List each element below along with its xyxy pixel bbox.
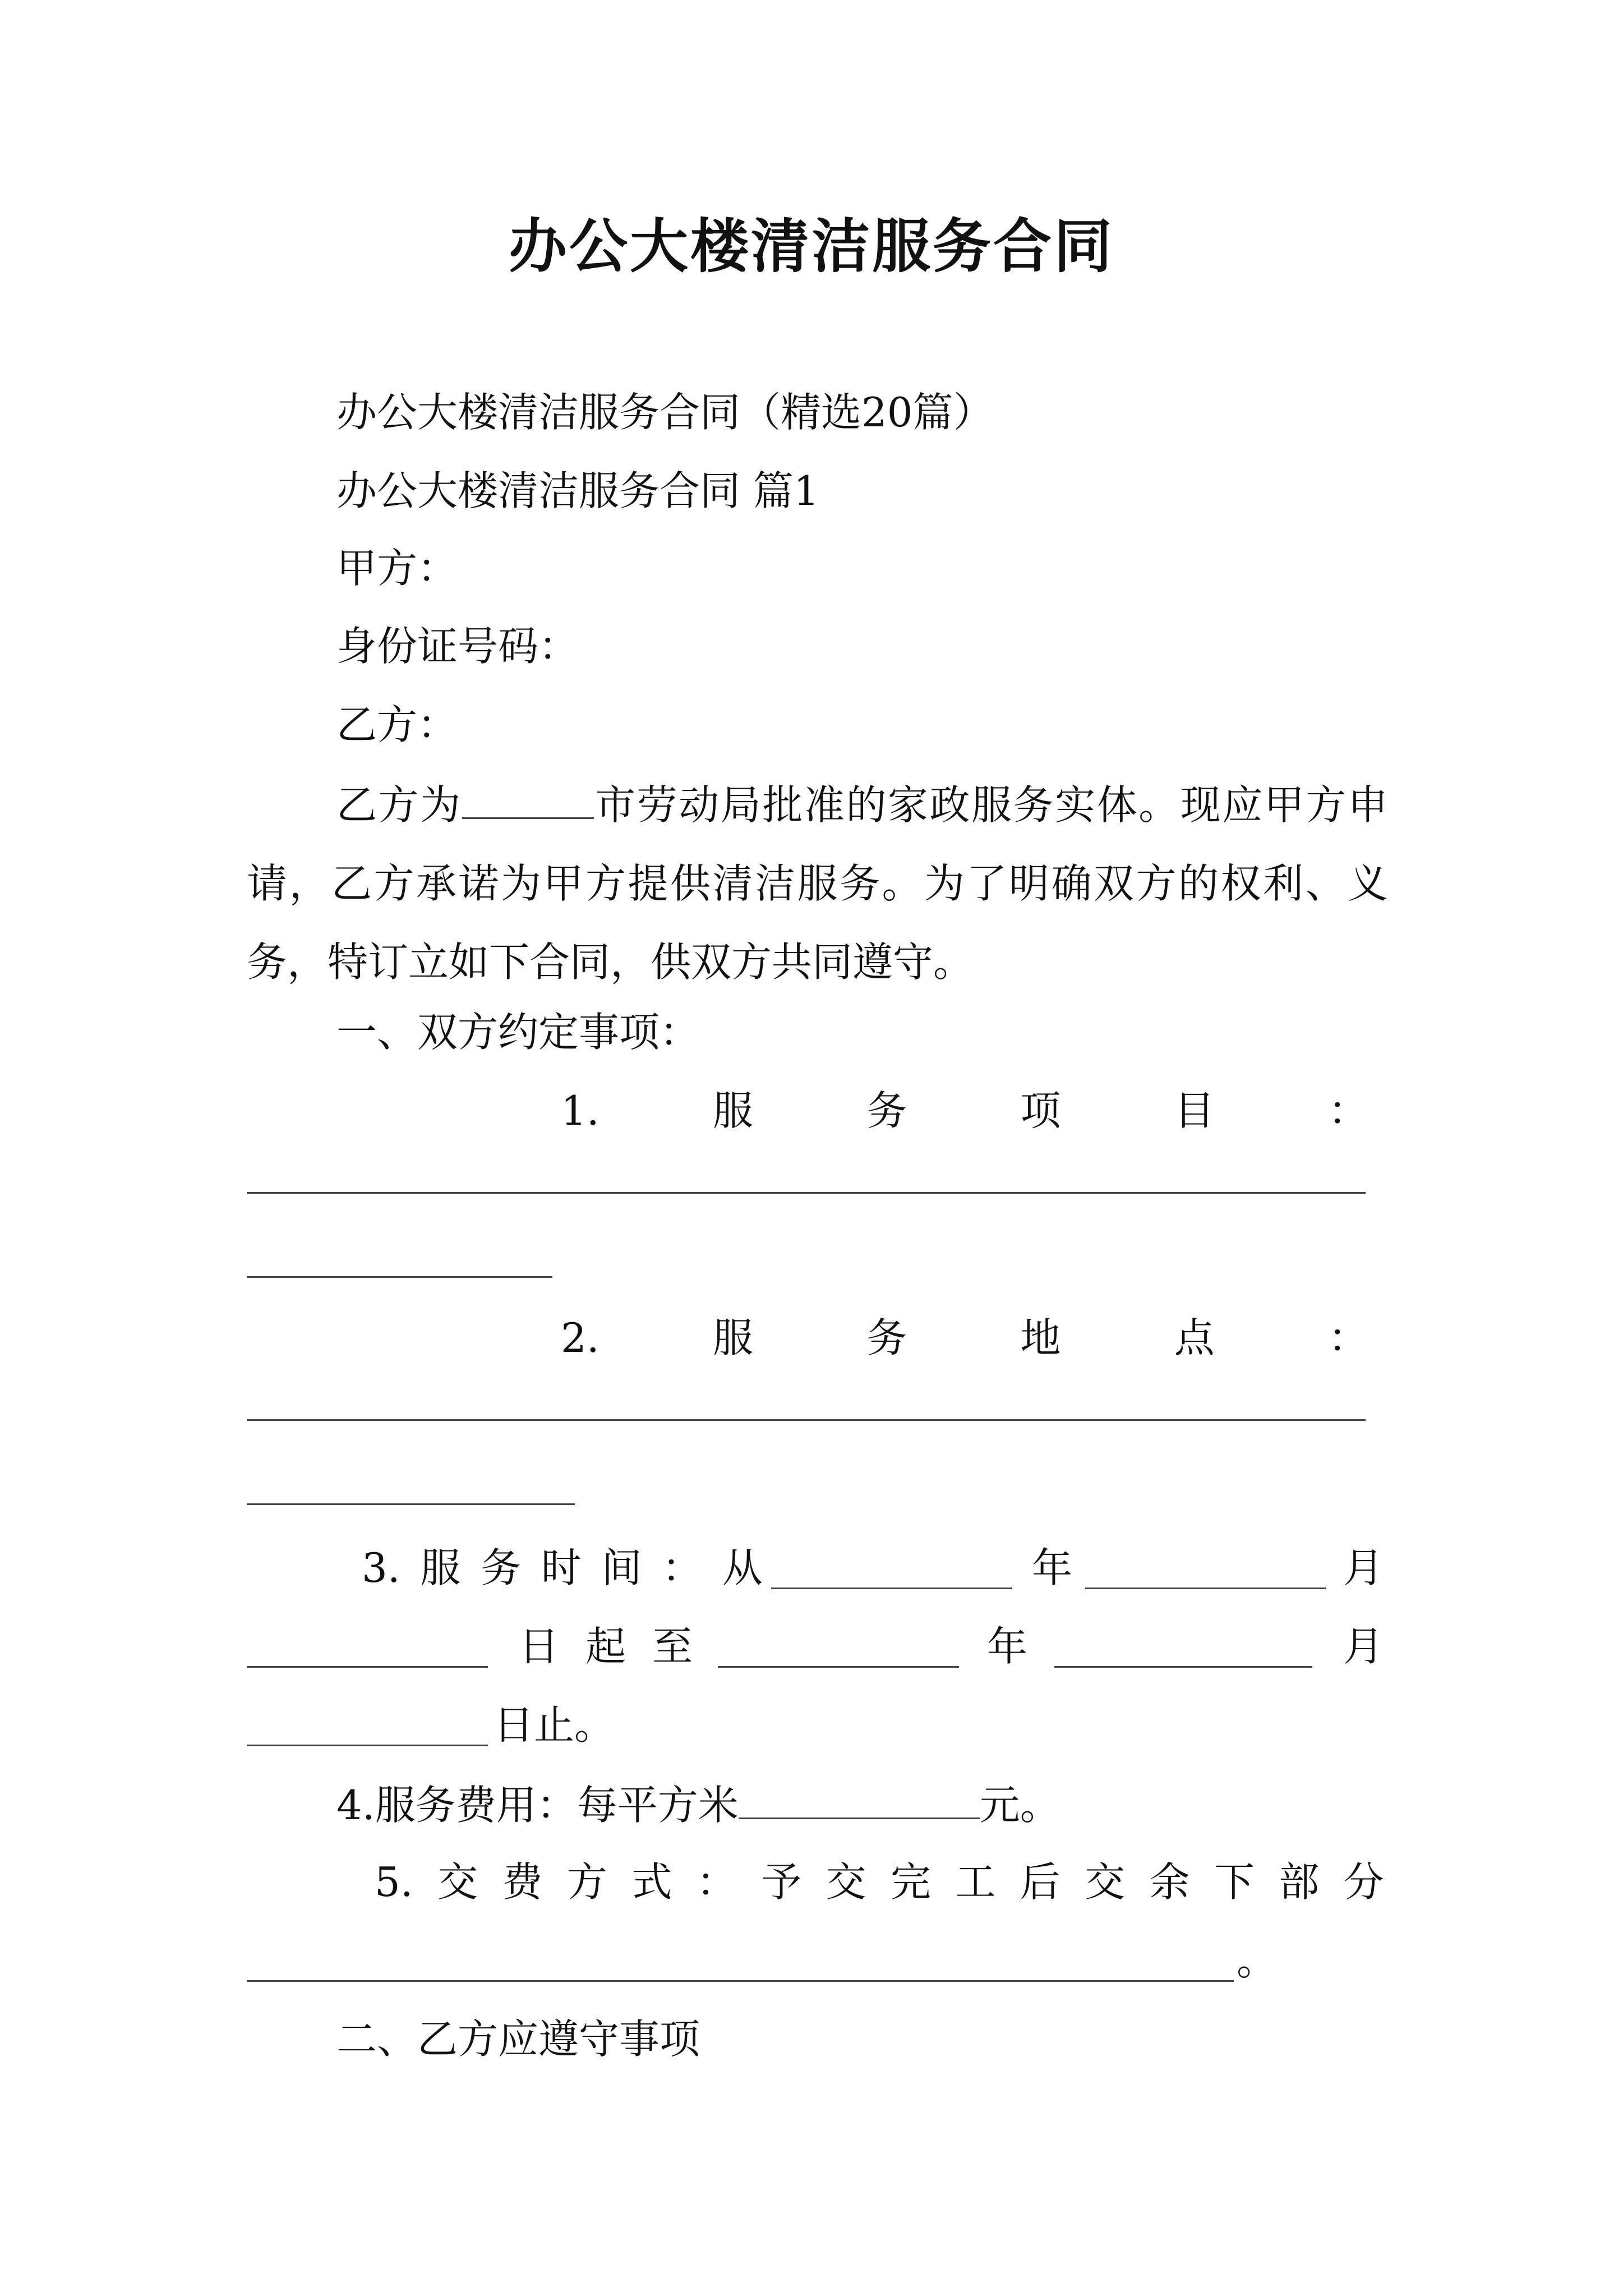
intro-paragraph (247, 766, 1388, 1001)
item-3-text: 3. (362, 1544, 400, 1591)
item-3-text: 务 (481, 1544, 522, 1591)
fee-blank (739, 1778, 980, 1819)
item-1-text: ： (1327, 1087, 1368, 1134)
item-5-text: 完 (890, 1858, 931, 1906)
item-3-text: 至 (652, 1623, 693, 1670)
item-1-text: 目 (1174, 1087, 1215, 1134)
item-2-text: 2. (561, 1314, 600, 1361)
item-5-text: 部 (1279, 1858, 1320, 1906)
intro-text-pre: 乙方为 (336, 781, 462, 829)
city-blank (462, 778, 594, 819)
month-blank (1054, 1666, 1312, 1668)
item-3-text: 起 (585, 1623, 626, 1670)
item-3-from-to (519, 1621, 693, 1672)
item-1-text: 服 (712, 1087, 753, 1134)
item-3-text: 从 (722, 1544, 763, 1591)
item-5-text: 方 (566, 1858, 607, 1906)
blank-line (247, 1980, 1234, 1982)
item-5-text: 式 (631, 1858, 672, 1906)
item-3-text: 时 (541, 1544, 582, 1591)
item-payment-method (375, 1857, 1384, 1907)
section-heading: 办公大楼清洁服务合同 篇1 (336, 467, 819, 514)
item-5-text: 工 (955, 1858, 996, 1906)
item-3-text: 日 (519, 1623, 560, 1670)
party-b-label: 乙方： (336, 701, 458, 748)
item-5-text: 余 (1149, 1858, 1190, 1906)
month-blank (1085, 1588, 1326, 1589)
item-1-text: 务 (866, 1087, 907, 1134)
item-1-text: 项 (1020, 1087, 1061, 1134)
item-3-text: 间 (601, 1544, 642, 1591)
item-5-text: 5. (375, 1858, 413, 1906)
item-5-text: 交 (1085, 1858, 1126, 1906)
item-4-text: 4.服务费用：每平方米 (336, 1782, 739, 1829)
year-label: 年 (1032, 1544, 1073, 1591)
item-5-text: 下 (1214, 1858, 1255, 1906)
month-label: 月 (1343, 1623, 1384, 1670)
item-1-text: 1. (561, 1087, 600, 1134)
document-title: 办公大楼清洁服务合同 (508, 212, 1114, 280)
document-subtitle: 办公大楼清洁服务合同（精选20篇） (336, 389, 994, 436)
day-blank (247, 1666, 488, 1668)
item-5-text: 费 (502, 1858, 543, 1906)
month-label: 月 (1343, 1544, 1384, 1591)
item-2-text: 务 (866, 1314, 907, 1361)
item-5-text: 交 (826, 1858, 866, 1906)
item-2-text: 服 (712, 1314, 753, 1361)
item-3-text: 服 (420, 1544, 461, 1591)
period-mark: 。 (1237, 1937, 1278, 1984)
item-3-text: ： (662, 1544, 703, 1591)
item-4-text: 元。 (979, 1782, 1061, 1829)
id-number-label: 身份证号码： (336, 623, 579, 670)
item-service-location (561, 1313, 1368, 1363)
item-service-fee (336, 1778, 1061, 1830)
party-a-label: 甲方： (336, 545, 458, 592)
item-5-text: 分 (1343, 1858, 1384, 1906)
blank-line (247, 1419, 1366, 1421)
blank-line (247, 1192, 1366, 1194)
year-blank (771, 1588, 1012, 1589)
heading-party-b-obligations: 二、乙方应遵守事项 (336, 2016, 700, 2063)
item-service-content (561, 1085, 1368, 1136)
blank-line (247, 1503, 575, 1505)
day-end-label: 日止。 (494, 1701, 615, 1749)
item-5-text: 后 (1020, 1858, 1061, 1906)
item-5-text: 予 (761, 1858, 802, 1906)
item-2-text: 点 (1174, 1314, 1215, 1361)
heading-agreed-items: 一、双方约定事项： (336, 1009, 700, 1056)
day-blank (247, 1745, 488, 1746)
item-5-text: 交 (437, 1858, 478, 1906)
item-2-text: 地 (1020, 1314, 1061, 1361)
intro-text-post: 市劳动局批准的家政服务实体。现应甲方申请，乙方承诺为甲方提供清洁服务。为了明确双方的权利、义务，特订立如下合同，供双方共同遵守。 (247, 781, 1388, 986)
blank-line (247, 1276, 552, 1278)
year-label: 年 (987, 1623, 1028, 1670)
item-service-time (362, 1543, 763, 1593)
item-5-text: ： (696, 1858, 737, 1906)
year-blank (718, 1666, 959, 1668)
item-2-text: ： (1327, 1314, 1368, 1361)
